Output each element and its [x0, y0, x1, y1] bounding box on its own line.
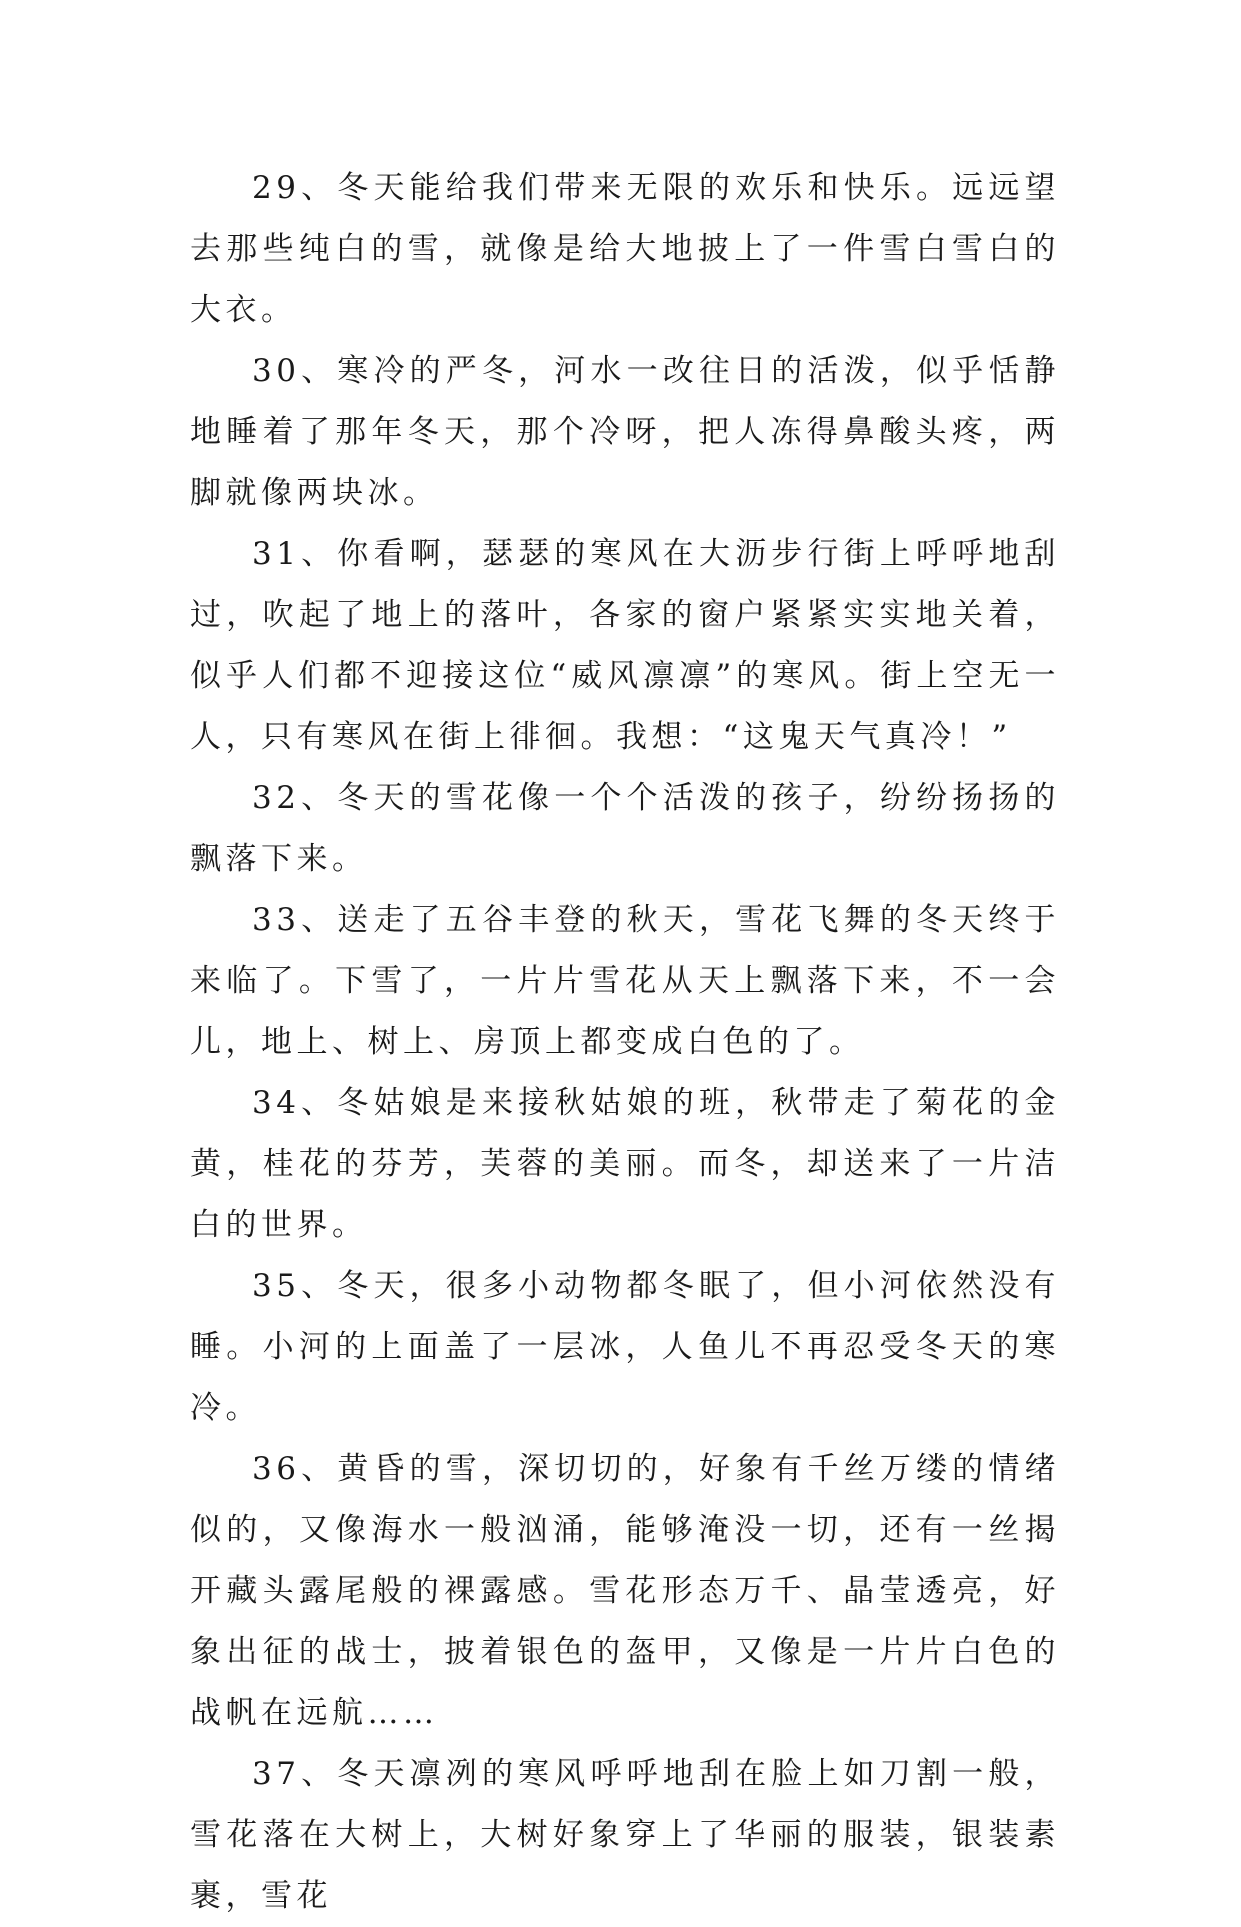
paragraph-32: 32、冬天的雪花像一个个活泼的孩子，纷纷扬扬的飘落下来。 — [190, 780, 1060, 877]
paragraph-30: 30、寒冷的严冬，河水一改往日的活泼，似乎恬静地睡着了那年冬天，那个冷呀，把人冻得鼻酸头疼，两脚就像两块冰。 — [190, 353, 1060, 511]
paragraph-36: 36、黄昏的雪，深切切的，好象有千丝万缕的情绪似的，又像海水一般汹涌，能够淹没一切，还有一丝揭开藏头露尾般的裸露感。雪花形态万千、晶莹透亮，好象出征的战士，披着银色的盔甲，又像是一片片白色的战帆在远航…… — [190, 1451, 1060, 1731]
paragraph-29: 29、冬天能给我们带来无限的欢乐和快乐。远远望去那些纯白的雪，就像是给大地披上了一件雪白雪白的大衣。 — [190, 170, 1060, 328]
paragraph-37: 37、冬天凛冽的寒风呼呼地刮在脸上如刀割一般，雪花落在大树上，大树好象穿上了华丽的服装，银装素裹，雪花 — [190, 1756, 1060, 1914]
paragraph-33: 33、送走了五谷丰登的秋天，雪花飞舞的冬天终于来临了。下雪了，一片片雪花从天上飘落下来，不一会儿，地上、树上、房顶上都变成白色的了。 — [190, 902, 1060, 1060]
paragraph-35: 35、冬天，很多小动物都冬眠了，但小河依然没有睡。小河的上面盖了一层冰，人鱼儿不再忍受冬天的寒冷。 — [190, 1268, 1060, 1426]
paragraph-34: 34、冬姑娘是来接秋姑娘的班，秋带走了菊花的金黄，桂花的芬芳，芙蓉的美丽。而冬，却送来了一片洁白的世界。 — [190, 1085, 1060, 1243]
document-body — [190, 158, 1060, 1927]
paragraph-31: 31、你看啊，瑟瑟的寒风在大沥步行街上呼呼地刮过，吹起了地上的落叶，各家的窗户紧紧实实地关着，似乎人们都不迎接这位“威风凛凛”的寒风。街上空无一人，只有寒风在街上徘徊。我想：“这鬼天气真冷！” — [190, 536, 1060, 755]
